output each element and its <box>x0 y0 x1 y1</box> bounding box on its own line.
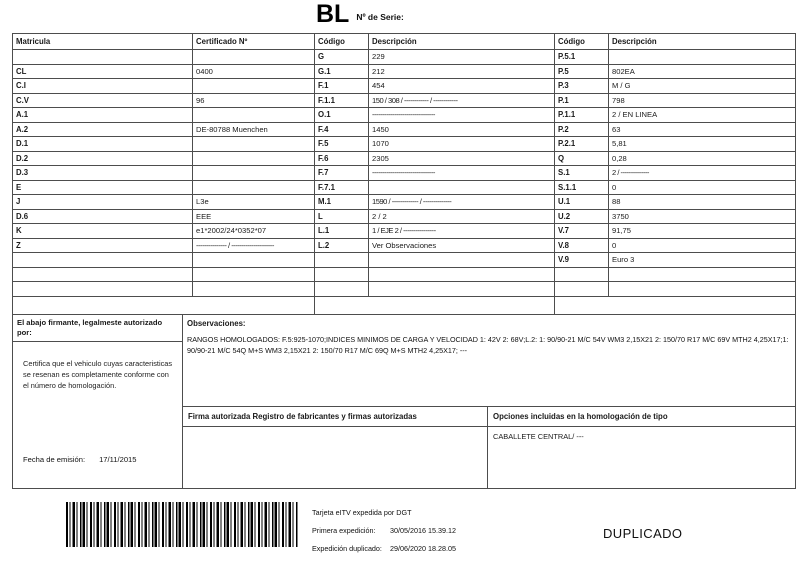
row-value <box>193 253 315 268</box>
panel-matricula <box>13 34 315 314</box>
row-code: D.6 <box>13 209 193 224</box>
document-title: BL <box>316 0 350 28</box>
row-value: 0400 <box>193 64 315 79</box>
table-row-spacer <box>315 253 554 268</box>
row-value <box>369 267 555 282</box>
table-row <box>315 137 554 152</box>
row-value <box>369 282 555 297</box>
row-code: F.5 <box>315 137 369 152</box>
table-row <box>13 93 314 108</box>
row-code: U.2 <box>555 209 609 224</box>
table-row <box>555 195 795 210</box>
table-row <box>315 93 554 108</box>
duplicate-issue-label: Expedición duplicado: <box>312 544 382 553</box>
row-code: P.5 <box>555 64 609 79</box>
panel-codigo-descripcion-right <box>555 34 795 314</box>
row-value: 88 <box>609 195 796 210</box>
row-value: 5,81 <box>609 137 796 152</box>
row-value: 229 <box>369 50 555 65</box>
table-row <box>315 50 554 65</box>
table-row-spacer <box>13 282 314 297</box>
row-code: E <box>13 180 193 195</box>
row-value: 150 / 308 / ------------ / ------------ <box>369 93 555 108</box>
row-code: O.1 <box>315 108 369 123</box>
serial-number-label: Nº de Serie: <box>356 12 404 22</box>
observations-label: Observaciones: <box>187 319 246 328</box>
row-value <box>193 180 315 195</box>
table-row <box>315 79 554 94</box>
row-code: L <box>315 209 369 224</box>
document-header <box>0 0 808 32</box>
cell-matricula-value <box>13 50 193 65</box>
table-row <box>555 151 795 166</box>
table-row <box>315 64 554 79</box>
header-codigo: Código <box>315 34 369 50</box>
row-value: 798 <box>609 93 796 108</box>
row-value <box>193 267 315 282</box>
table-row-spacer <box>315 282 554 297</box>
row-code: F.4 <box>315 122 369 137</box>
row-code: D.1 <box>13 137 193 152</box>
row-value: 2 / -------------- <box>609 166 796 181</box>
table-row <box>13 209 314 224</box>
first-issue-label: Primera expedición: <box>312 526 376 535</box>
row-code: F.6 <box>315 151 369 166</box>
row-value <box>193 137 315 152</box>
row-value <box>609 267 796 282</box>
header-descripcion: Descripción <box>369 34 555 50</box>
row-code: P.3 <box>555 79 609 94</box>
row-value: 0,28 <box>609 151 796 166</box>
signature-block <box>183 407 488 489</box>
observations-text: RANGOS HOMOLOGADOS: F.5:925-1070;INDICES MINIMOS DE CARGA Y VELOCIDAD 1: 42V 2: 68V;L.2: 1: 90/90-21 M/C 54V WM3 2,15X21 2: 150/70 R17 M/C 69V MTH2 4,25X17;1: 90/90-21 M/C 54Q M+S WM3 2,15X21 2: 150/70 R17 M/C 69Q M+S MTH2 4,25X17; --- <box>187 335 791 355</box>
row-code: A.1 <box>13 108 193 123</box>
row-code: J <box>13 195 193 210</box>
row-value: 1070 <box>369 137 555 152</box>
row-code: D.3 <box>13 166 193 181</box>
barcode-image <box>66 502 298 547</box>
row-code <box>13 267 193 282</box>
title-block <box>316 2 404 27</box>
table-row-spacer <box>13 267 314 282</box>
table-row <box>13 137 314 152</box>
signature-value <box>183 427 487 432</box>
row-value: 3750 <box>609 209 796 224</box>
duplicado-stamp: DUPLICADO <box>603 526 683 541</box>
row-value: 0 <box>609 180 796 195</box>
row-value: Ver Observaciones <box>369 238 555 253</box>
table-header-row <box>315 34 554 50</box>
top-panels <box>13 34 795 314</box>
table-matricula <box>13 34 314 297</box>
row-value: --------------- / --------------------- <box>193 238 315 253</box>
issue-date-value: 17/11/2015 <box>99 455 137 464</box>
row-code: P.5.1 <box>555 50 609 65</box>
duplicate-issue-line <box>312 540 456 558</box>
first-issue-line <box>312 522 456 540</box>
table-row <box>555 137 795 152</box>
row-value: 0 <box>609 238 796 253</box>
bottom-section <box>13 314 795 489</box>
row-value: L3e <box>193 195 315 210</box>
row-code <box>315 282 369 297</box>
row-value: 2305 <box>369 151 555 166</box>
row-value: 96 <box>193 93 315 108</box>
row-value: 802EA <box>609 64 796 79</box>
row-value: 1 / EJE 2 / ---------------- <box>369 224 555 239</box>
table-row <box>13 79 314 94</box>
table-codigos-right <box>555 34 795 297</box>
row-code: S.1.1 <box>555 180 609 195</box>
row-value <box>193 282 315 297</box>
header-certificado: Certificado Nº <box>193 34 315 50</box>
row-code: G <box>315 50 369 65</box>
table-row <box>13 151 314 166</box>
row-code: CL <box>13 64 193 79</box>
row-code: V.9 <box>555 253 609 268</box>
cell-certificado-value <box>193 50 315 65</box>
table-row <box>13 238 314 253</box>
table-row <box>555 64 795 79</box>
row-code: V.8 <box>555 238 609 253</box>
table-row <box>13 195 314 210</box>
options-block <box>488 407 795 489</box>
table-row <box>315 224 554 239</box>
row-code: L.1 <box>315 224 369 239</box>
row-code: U.1 <box>555 195 609 210</box>
row-code <box>13 253 193 268</box>
signature-header: Firma autorizada Registro de fabricantes y firmas autorizadas <box>183 407 487 427</box>
row-value: 2 / EN LINEA <box>609 108 796 123</box>
header-codigo: Código <box>555 34 609 50</box>
table-row <box>555 180 795 195</box>
row-code: D.2 <box>13 151 193 166</box>
observations-block <box>183 315 795 489</box>
signature-options-row <box>183 407 795 489</box>
row-value: DE-80788 Muenchen <box>193 122 315 137</box>
certifier-body: Certifica que el vehiculo cuyas caracteristicas se resenan es completamente conforme con el número de homologación. <box>23 359 173 390</box>
table-row <box>555 50 795 65</box>
row-value: ------------------------------- <box>369 108 555 123</box>
table-row <box>555 209 795 224</box>
row-code: F.1.1 <box>315 93 369 108</box>
row-code: P.1 <box>555 93 609 108</box>
table-row-spacer <box>315 267 554 282</box>
row-code: C.V <box>13 93 193 108</box>
row-code <box>13 282 193 297</box>
row-value: 91,75 <box>609 224 796 239</box>
row-code: C.I <box>13 79 193 94</box>
row-code: M.1 <box>315 195 369 210</box>
row-value <box>369 180 555 195</box>
table-row <box>315 166 554 181</box>
row-value: 1450 <box>369 122 555 137</box>
table-row <box>315 180 554 195</box>
table-row <box>315 151 554 166</box>
row-value: 63 <box>609 122 796 137</box>
table-row <box>555 79 795 94</box>
certifier-block <box>13 315 183 489</box>
row-code: P.2 <box>555 122 609 137</box>
duplicate-issue-value: 29/06/2020 18.28.05 <box>390 544 456 553</box>
observations-top <box>183 315 795 407</box>
row-value: Euro 3 <box>609 253 796 268</box>
row-code: Q <box>555 151 609 166</box>
row-code: P.2.1 <box>555 137 609 152</box>
options-value: CABALLETE CENTRAL/ --- <box>493 432 584 441</box>
table-row <box>13 108 314 123</box>
table-row-spacer <box>555 282 795 297</box>
table-row <box>315 195 554 210</box>
document-footer <box>0 495 808 567</box>
row-value <box>193 151 315 166</box>
row-code: F.7.1 <box>315 180 369 195</box>
table-row <box>555 224 795 239</box>
row-value <box>609 282 796 297</box>
issued-by-line <box>312 504 456 522</box>
table-row <box>555 108 795 123</box>
row-code: P.1.1 <box>555 108 609 123</box>
table-row <box>13 166 314 181</box>
row-code: F.7 <box>315 166 369 181</box>
row-code: A.2 <box>13 122 193 137</box>
issue-date-label: Fecha de emisión: <box>23 455 86 464</box>
row-value <box>369 253 555 268</box>
table-row <box>13 122 314 137</box>
table-row <box>13 180 314 195</box>
row-value: e1*2002/24*0352*07 <box>193 224 315 239</box>
row-value: 2 / 2 <box>369 209 555 224</box>
table-row <box>315 209 554 224</box>
issued-by-text: Tarjeta eITV expedida por DGT <box>312 508 412 517</box>
table-header-row <box>13 34 314 50</box>
row-code: K <box>13 224 193 239</box>
row-value <box>193 108 315 123</box>
row-value <box>193 79 315 94</box>
table-row <box>555 238 795 253</box>
options-header: Opciones incluidas en la homologación de tipo <box>488 407 795 427</box>
row-value: ------------------------------- <box>369 166 555 181</box>
row-value: M / G <box>609 79 796 94</box>
certifier-title: El abajo firmante, legalmeste autorizado por: <box>13 315 182 342</box>
table-row <box>315 122 554 137</box>
table-row <box>555 166 795 181</box>
table-row-spacer <box>555 267 795 282</box>
table-row-spacer <box>13 253 314 268</box>
row-code: F.1 <box>315 79 369 94</box>
row-value: EEE <box>193 209 315 224</box>
table-row <box>555 122 795 137</box>
row-code: Z <box>13 238 193 253</box>
row-value: 1590 / ------------- / -------------- <box>369 195 555 210</box>
row-code <box>315 267 369 282</box>
row-code: G.1 <box>315 64 369 79</box>
footer-text-block <box>312 504 456 558</box>
table-row-blank-matricula <box>13 50 314 65</box>
first-issue-value: 30/05/2016 15.39.12 <box>390 526 456 535</box>
header-descripcion: Descripción <box>609 34 796 50</box>
table-row <box>13 224 314 239</box>
table-codigos-mid <box>315 34 554 297</box>
row-value <box>193 166 315 181</box>
table-row <box>315 108 554 123</box>
issue-date-row <box>23 455 137 464</box>
row-code: L.2 <box>315 238 369 253</box>
row-code <box>555 282 609 297</box>
row-value: 454 <box>369 79 555 94</box>
row-value <box>609 50 796 65</box>
table-row <box>13 64 314 79</box>
row-code: V.7 <box>555 224 609 239</box>
panel-codigo-descripcion-mid <box>315 34 555 314</box>
table-row <box>315 238 554 253</box>
row-code <box>315 253 369 268</box>
table-header-row <box>555 34 795 50</box>
main-document-frame <box>12 33 796 489</box>
table-row <box>555 93 795 108</box>
row-code <box>555 267 609 282</box>
row-code: S.1 <box>555 166 609 181</box>
table-row <box>555 253 795 268</box>
row-value: 212 <box>369 64 555 79</box>
header-matricula: Matricula <box>13 34 193 50</box>
